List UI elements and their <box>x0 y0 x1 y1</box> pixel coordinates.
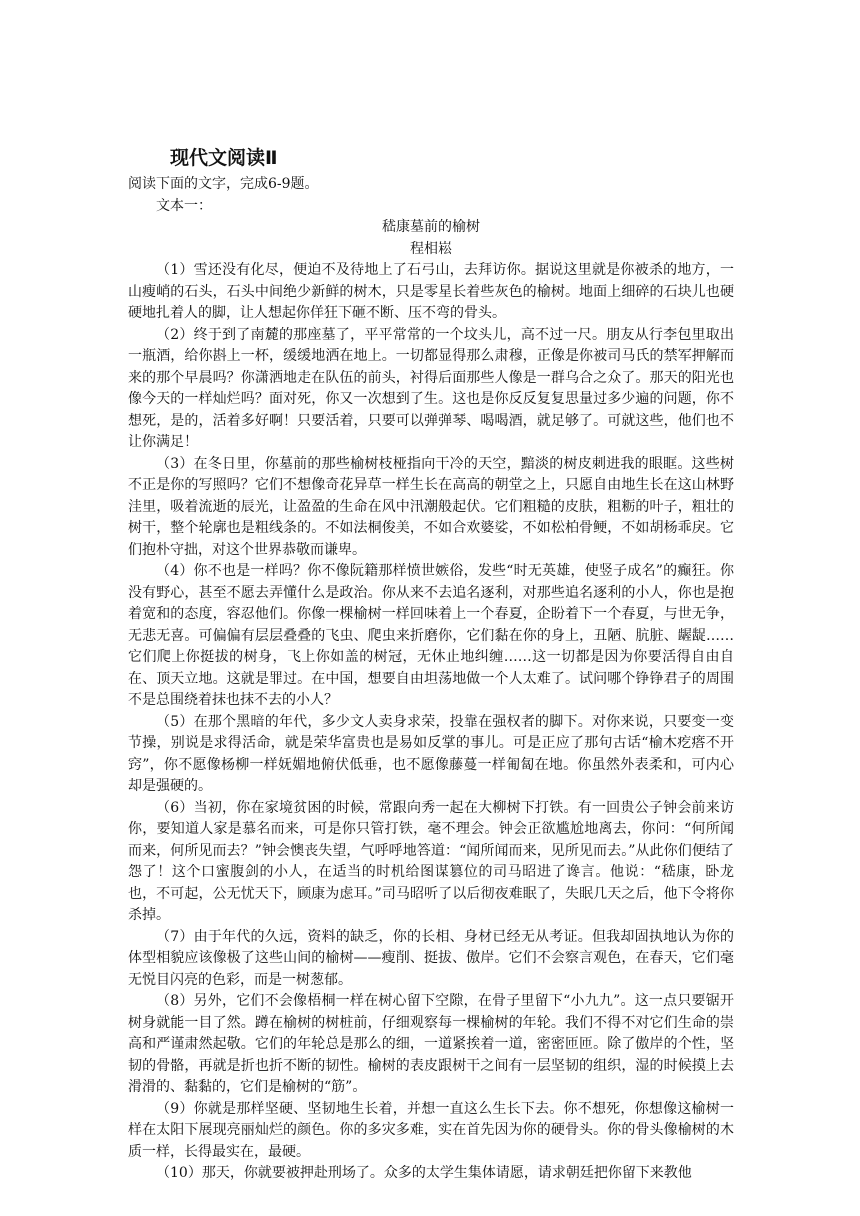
document-body <box>128 146 734 1185</box>
article-author: 程相崧 <box>410 240 452 257</box>
paragraph-10: （10）那天，你就要被押赴刑场了。众多的太学生集体请愿，请求朝廷把你留下来教他 <box>156 1165 692 1181</box>
paragraph-7: （7）由于年代的久远，资料的缺乏，你的长相、身材已经无从考证。但我却固执地认为你的体型相貌应该像极了这些山间的榆树——瘦削、挺拔、傲岸。它们不会察言观色，在春天，它们毫无悦目闪亮的色彩，而是一树葱郁。 <box>128 928 734 988</box>
instruction-text: 阅读下面的文字，完成6-9题。 <box>128 176 319 192</box>
article-title: 嵇康墓前的榆树 <box>382 219 480 235</box>
paragraph-9: （9）你就是那样坚硬、坚韧地生长着，并想一直这么生长下去。你不想死，你想像这榆树一样在太阳下展现亮丽灿烂的颜色。你的多灾多难，实在首先因为你的硬骨头。你的骨头像榆树的木质一样，长得最实在，最硬。 <box>128 1100 734 1160</box>
paragraph-3: （3）在冬日里，你墓前的那些榆树枝桠指向干冷的天空，黯淡的树皮刺进我的眼眶。这些树不正是你的写照吗？它们不想像奇花异草一样生长在高高的朝堂之上，只愿自由地生长在这山林野洼里，吸着流逝的辰光，让盈盈的生命在风中汛潮般起伏。它们粗糙的皮肤，粗粝的叶子，粗壮的树干，整个轮廓也是粗线条的。不如法桐俊美，不如合欢婆娑，不如松柏骨鲠，不如胡杨乖戾。它们抱朴守拙，对这个世界恭敬而谦卑。 <box>128 455 734 558</box>
paragraph-8: （8）另外，它们不会像梧桐一样在树心留下空隙，在骨子里留下“小九九”。这一点只要锯开树身就能一目了然。蹲在榆树的树桩前，仔细观察每一棵榆树的年轮。我们不得不对它们生命的崇高和严谨肃然起敬。它们的年轮总是那么的细，一道紧挨着一道，密密匝匝。除了傲岸的个性，坚韧的骨骼，再就是折也折不断的韧性。榆树的表皮跟树干之间有一层坚韧的组织，湿的时候摸上去滑滑的、黏黏的，它们是榆树的“筋”。 <box>128 993 734 1095</box>
text-label: 文本一： <box>156 197 212 214</box>
paragraph-2: （2）终于到了南麓的那座墓了，平平常常的一个坟头儿，高不过一尺。朋友从行李包里取出一瓶酒，给你斟上一杯，缓缓地洒在地上。一切都显得那么肃穆，正像是你被司马氏的禁军押解而来的那个早晨吗？你潇洒地走在队伍的前头，衬得后面那些人像是一群乌合之众了。那天的阳光也像今天的一样灿烂吗？面对死，你又一次想到了生。这也是你反反复复思量过多少遍的问题，你不想死，是的，活着多好啊！只要活着，只要可以弹弹琴、喝喝酒，就足够了。可就这些，他们也不让你满足！ <box>128 326 734 450</box>
paragraph-1: （1）雪还没有化尽，便迫不及待地上了石弓山，去拜访你。据说这里就是你被杀的地方，一山瘦峭的石头，石头中间绝少新鲜的树木，只是零星长着些灰色的榆树。地面上细碎的石块儿也硬硬地扎着人的脚，让人想起你佯狂下砸不断、压不弯的骨头。 <box>128 262 734 321</box>
paragraph-6: （6）当初，你在家境贫困的时候，常跟向秀一起在大柳树下打铁。有一回贵公子钟会前来访你，要知道人家是慕名而来，可是你只管打铁，毫不理会。钟会正欲尴尬地离去，你问：“何所闻而来，何所见而去？”钟会懊丧失望，气呼呼地答道：“闻所闻而来，见所见而去。”从此你们便结了怨了！这个口蜜腹剑的小人，在适当的时机给图谋篡位的司马昭进了谗言。他说：“嵇康，卧龙也，不可起，公无忧天下，顾康为虑耳。”司马昭听了以后彻夜难眠了，失眠几天之后，他下令将你杀掉。 <box>128 799 734 923</box>
paragraph-4: （4）你不也是一样吗？你不像阮籍那样愤世嫉俗，发些“时无英雄，使竖子成名”的癫狂。你没有野心，甚至不愿去弄懂什么是政治。你从来不去追名逐利，对那些追名逐利的小人，你也是抱着宽和的态度，容忍他们。你像一棵榆树一样回味着上一个春夏，企盼着下一个春夏，与世无争，无悲无喜。可偏偏有层层叠叠的飞虫、爬虫来折磨你，它们黏在你的身上，丑陋、肮脏、龌龊……它们爬上你挺拔的树身，飞上你如盖的树冠，无休止地纠缠……这一切都是因为你要活得自由自在、顶天立地。这就是罪过。在中国，想要自由坦荡地做一个人太难了。试问哪个铮铮君子的周围不是总围绕着抹也抹不去的小人？ <box>128 563 734 708</box>
section-title: 现代文阅读Ⅱ <box>170 147 278 169</box>
paragraph-5: （5）在那个黑暗的年代，多少文人卖身求荣，投靠在强权者的脚下。对你来说，只要变一变节操，别说是求得活命，就是荣华富贵也是易如反掌的事儿。可是正应了那句古话“榆木疙瘩不开窍”，你不愿像杨柳一样妩媚地俯伏低垂，也不愿像藤蔓一样匍匐在地。你虽然外表柔和，可内心却是强硬的。 <box>128 713 734 794</box>
